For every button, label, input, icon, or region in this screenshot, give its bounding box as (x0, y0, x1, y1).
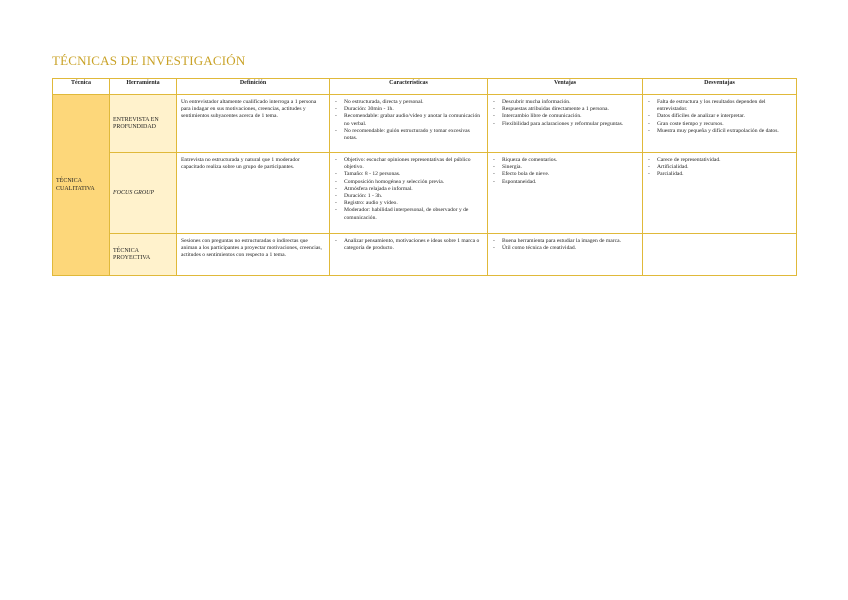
list-item: - Parcialidad. (657, 171, 792, 178)
list-item: - Útil como técnica de creatividad. (502, 245, 638, 252)
list-item: - Moderador: habilidad interpersonal, de observador y de comunicación. (344, 207, 483, 221)
header-definicion: Definición (177, 79, 330, 95)
table-row (53, 234, 797, 276)
caracteristicas-list (334, 157, 483, 222)
ventajas-cell (488, 234, 643, 276)
list-item: - Artificialidad. (657, 164, 792, 171)
desventajas-list (647, 99, 792, 135)
list-item: - Tamaño: 8 - 12 personas. (344, 171, 483, 178)
header-desventajas: Desventajas (643, 79, 797, 95)
list-item: - Analizar pensamiento, motivaciones e ideas sobre 1 marca o categoría de producto. (344, 238, 483, 252)
herramienta-cell: FOCUS GROUP (110, 153, 177, 234)
list-item: - Gran coste tiempo y recursos. (657, 121, 792, 128)
herramienta-cell: ENTREVISTA EN PROFUNDIDAD (110, 95, 177, 153)
definicion-cell: Sesiones con preguntas no estructuradas o indirectas que animan a los participantes a proyectar motivaciones, creencias, actitudes o sentimientos con respecto a 1 tema. (177, 234, 330, 276)
list-item: - Falta de estructura y los resultados dependen del entrevistador. (657, 99, 792, 113)
list-item: - Respuestas atribuidas directamente a 1 persona. (502, 106, 638, 113)
caracteristicas-cell (330, 95, 488, 153)
definicion-cell: Un entrevistador altamente cualificado interroga a 1 persona para indagar en sus motivaciones, creencias, actitudes y sentimientos subyacentes acerca de 1 tema. (177, 95, 330, 153)
table-header-row (53, 79, 797, 95)
desventajas-list (647, 157, 792, 179)
list-item: - Composición homogénea y selección previa. (344, 179, 483, 186)
list-item: - Duración: 1 - 3h. (344, 193, 483, 200)
list-item: - Descubrir mucha información. (502, 99, 638, 106)
definicion-cell: Entrevista no estructurada y natural que 1 moderador capacitado realiza sobre un grupo de participantes. (177, 153, 330, 234)
desventajas-cell (643, 95, 797, 153)
list-item: - Duración: 30min - 1h. (344, 106, 483, 113)
list-item: - Objetivo: escuchar opiniones representativas del público objetivo. (344, 157, 483, 171)
page-title: TÉCNICAS DE INVESTIGACIÓN (52, 53, 246, 68)
tecnica-cell: TÉCNICA CUALITATIVA (53, 95, 110, 276)
ventajas-cell (488, 153, 643, 234)
header-ventajas: Ventajas (488, 79, 643, 95)
list-item: - Riqueza de comentarios. (502, 157, 638, 164)
list-item: - Intercambio libre de comunicación. (502, 113, 638, 120)
desventajas-cell (643, 234, 797, 276)
caracteristicas-list (334, 99, 483, 142)
list-item: - Registro: audio y vídeo. (344, 200, 483, 207)
list-item: - Flexibilidad para aclaraciones y reformular preguntas. (502, 121, 638, 128)
header-tecnica: Técnica (53, 79, 110, 95)
ventajas-cell (488, 95, 643, 153)
herramienta-cell: TÉCNICA PROYECTIVA (110, 234, 177, 276)
list-item: - Buena herramienta para estudiar la imagen de marca. (502, 238, 638, 245)
list-item: - Muestra muy pequeña y difícil extrapolación de datos. (657, 128, 792, 135)
list-item: - Recomendable: grabar audio/vídeo y anotar la comunicación no verbal. (344, 113, 483, 127)
desventajas-cell (643, 153, 797, 234)
list-item: - Atmósfera relajada e informal. (344, 186, 483, 193)
list-item: - Carece de representatividad. (657, 157, 792, 164)
list-item: - No recomendable: guión estructurado y tomar excesivas notas. (344, 128, 483, 142)
list-item: - Datos difíciles de analizar e interpretar. (657, 113, 792, 120)
list-item: - Espontaneidad. (502, 179, 638, 186)
techniques-table (52, 78, 797, 276)
list-item: - Efecto bola de nieve. (502, 171, 638, 178)
caracteristicas-cell (330, 153, 488, 234)
list-item: - No estructurada, directa y personal. (344, 99, 483, 106)
caracteristicas-cell (330, 234, 488, 276)
header-caracteristicas: Características (330, 79, 488, 95)
list-item: - Sinergia. (502, 164, 638, 171)
table-row (53, 95, 797, 153)
table-row (53, 153, 797, 234)
caracteristicas-list (334, 238, 483, 252)
header-herramienta: Herramienta (110, 79, 177, 95)
ventajas-list (492, 238, 638, 252)
ventajas-list (492, 157, 638, 186)
ventajas-list (492, 99, 638, 128)
